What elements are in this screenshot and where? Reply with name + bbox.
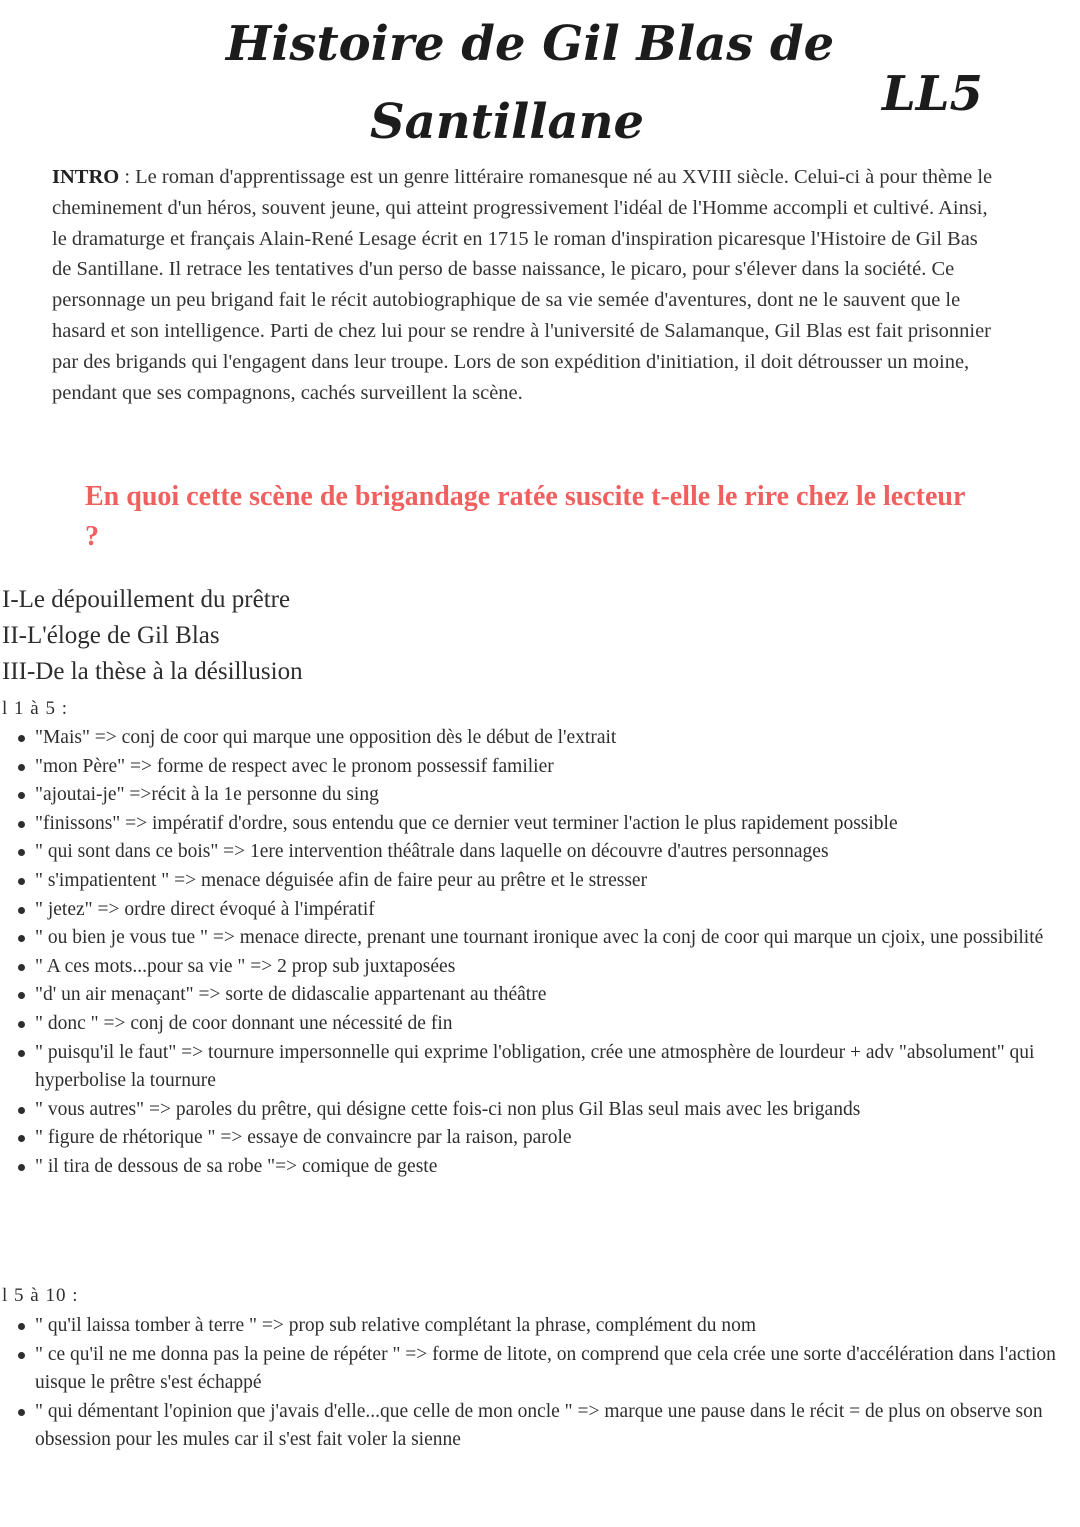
plan-item-1: I-Le dépouillement du prêtre	[2, 586, 291, 613]
bullet-icon	[18, 735, 25, 742]
note-item	[18, 896, 1070, 925]
bullet-icon	[18, 764, 25, 771]
note-item	[18, 1398, 1070, 1455]
bullet-icon	[18, 907, 25, 914]
note-item	[18, 781, 1070, 810]
notes-list-lines-1-5	[18, 724, 1070, 1182]
bullet-icon	[18, 1323, 25, 1330]
note-item	[18, 1010, 1070, 1039]
note-text: " s'impatientent " => menace déguisée afin de faire peur au prêtre et le stresser	[35, 869, 648, 891]
note-item	[18, 924, 1070, 953]
notes-list-lines-5-10	[18, 1312, 1070, 1455]
problematique-question: En quoi cette scène de brigandage ratée suscite t-elle le rire chez le lecteur ?	[85, 481, 965, 552]
intro-text: : Le roman d'apprentissage est un genre littéraire romanesque né au XVIII siècle. Celui-ci à pour thème le cheminement d'un héros, souvent jeune, qui atteint progressivement l'idéal de l'Homme accompli et cultivé. Ainsi, le dramaturge et français Alain-René Lesage écrit en 1715 le roman d'inspiration picaresque l'Histoire de Gil Bas de Santillane. Il retrace les tentatives d'un perso de basse naissance, le picaro, pour s'élever dans la société. Ce personnage un peu brigand fait le récit autobiographique de sa vie semée d'aventures, dont ne le sauvent que le hasard et son intelligence. Parti de chez lui pour se rendre à l'université de Salamanque, Gil Blas est fait prisonnier par des brigands qui l'engagent dans leur troupe. Lors de son expédition d'initiation, il doit détrousser un moine, pendant que ses compagnons, cachés surveillent la scène.	[52, 166, 993, 404]
note-text: "mon Père" => forme de respect avec le pronom possessif familier	[35, 755, 554, 777]
plan-list	[2, 582, 303, 690]
section-label-lines-5-10: l 5 à 10 :	[2, 1285, 79, 1306]
intro-label: INTRO	[52, 166, 120, 188]
note-text: "d' un air menaçant" => sorte de didascalie appartenant au théâtre	[35, 984, 547, 1006]
bullet-icon	[18, 849, 25, 856]
bullet-icon	[18, 792, 25, 799]
note-text: " donc " => conj de coor donnant une nécessité de fin	[35, 1012, 453, 1034]
note-text: " vous autres" => paroles du prêtre, qui désigne cette fois-ci non plus Gil Blas seul mais avec les brigands	[35, 1098, 861, 1120]
bullet-icon	[18, 1050, 25, 1057]
note-text: "Mais" => conj de coor qui marque une opposition dès le début de l'extrait	[35, 727, 617, 748]
bullet-icon	[18, 992, 25, 999]
note-item	[18, 810, 1070, 839]
bullet-icon	[18, 1352, 25, 1359]
note-text: " A ces mots...pour sa vie " => 2 prop sub juxtaposées	[35, 955, 456, 977]
bullet-icon	[18, 878, 25, 885]
note-text: " qui démentant l'opinion que j'avais d'elle...que celle de mon oncle " => marque une pause dans le récit = de plus on observe son obsession pour les mules car il s'est fait voler la sienne	[35, 1400, 1043, 1451]
bullet-icon	[18, 1164, 25, 1171]
note-text: "ajoutai-je" =>récit à la 1e personne du sing	[35, 784, 379, 806]
note-item	[18, 753, 1070, 782]
note-item	[18, 1039, 1070, 1096]
note-item	[18, 1153, 1070, 1182]
note-item	[18, 838, 1070, 867]
plan-item-3: III-De la thèse à la désillusion	[2, 658, 303, 685]
note-text: " il tira de dessous de sa robe "=> comique de geste	[35, 1155, 438, 1177]
page-title-line-1: Histoire de Gil Blas de	[225, 16, 835, 72]
note-text: " puisqu'il le faut" => tournure impersonnelle qui exprime l'obligation, crée une atmosphère de lourdeur + adv "absolument" qui hyperbolise la tournure	[35, 1041, 1035, 1092]
bullet-icon	[18, 964, 25, 971]
note-item	[18, 1312, 1070, 1341]
plan-item-2: II-L'éloge de Gil Blas	[2, 622, 220, 649]
note-item	[18, 1096, 1070, 1125]
note-text: " ou bien je vous tue " => menace directe, prenant une tournant ironique avec la conj de coor qui marque un cjoix, une possibilité	[35, 927, 1044, 949]
lecture-code-badge: LL5	[882, 66, 983, 122]
bullet-icon	[18, 1021, 25, 1028]
note-text: " qui sont dans ce bois" => 1ere intervention théâtrale dans laquelle on découvre d'autres personnages	[35, 841, 829, 863]
page-title-line-2: Santillane	[369, 94, 645, 150]
note-item	[18, 981, 1070, 1010]
bullet-icon	[18, 1107, 25, 1114]
note-item	[18, 867, 1070, 896]
note-item	[18, 724, 1070, 753]
note-text: " figure de rhétorique " => essaye de convaincre par la raison, parole	[35, 1127, 572, 1149]
bullet-icon	[18, 821, 25, 828]
bullet-icon	[18, 935, 25, 942]
bullet-icon	[18, 1409, 25, 1416]
note-item	[18, 1341, 1070, 1398]
note-text: " qu'il laissa tomber à terre " => prop sub relative complétant la phrase, complément du nom	[35, 1315, 757, 1336]
note-text: " jetez" => ordre direct évoqué à l'impératif	[35, 898, 375, 920]
bullet-icon	[18, 1135, 25, 1142]
intro-paragraph	[52, 162, 1002, 408]
note-text: "finissons" => impératif d'ordre, sous entendu que ce dernier veut terminer l'action le plus rapidement possible	[35, 812, 898, 834]
section-label-lines-1-5: l 1 à 5 :	[2, 698, 68, 719]
note-text: " ce qu'il ne me donna pas la peine de répéter " => forme de litote, on comprend que cela crée une sorte d'accélération dans l'action uisque le prêtre s'est échappé	[35, 1343, 1056, 1394]
note-item	[18, 1124, 1070, 1153]
note-item	[18, 953, 1070, 982]
